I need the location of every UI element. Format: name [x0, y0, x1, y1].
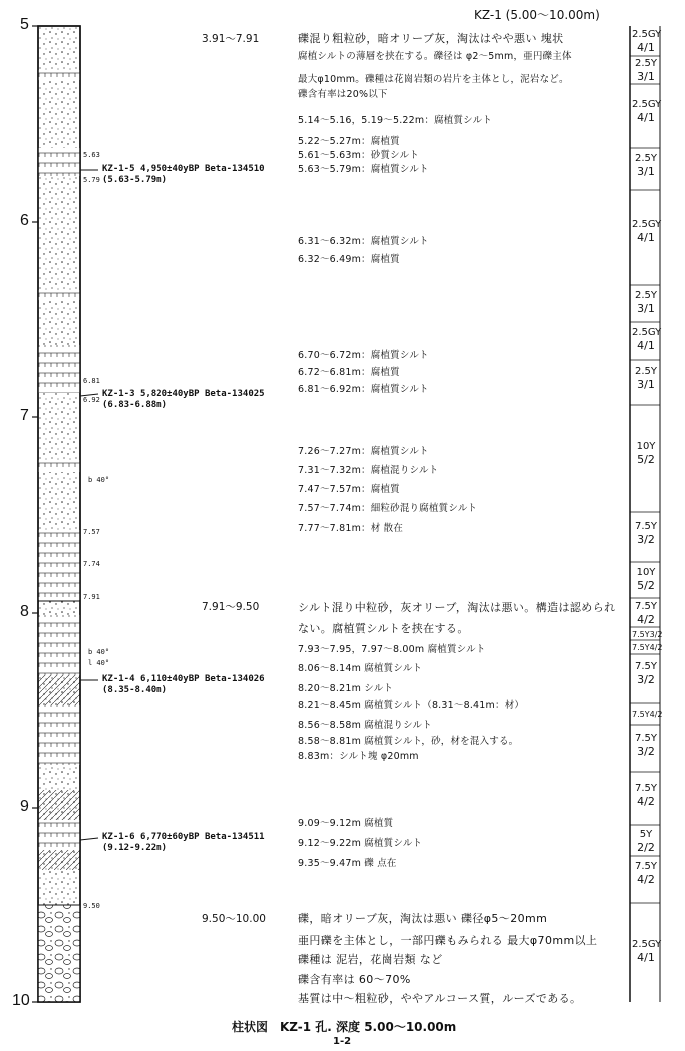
sample-lab: Beta-134025 [204, 389, 265, 399]
depth-range: 9.50～10.00 [202, 913, 266, 925]
desc-line: 6.81～6.92m：腐植質シルト [298, 384, 429, 395]
munsell-hue: 10Y [636, 441, 656, 452]
depth-label-9: 9 [20, 798, 29, 815]
munsell-value: 4/2 [637, 795, 655, 808]
color-cell [632, 365, 660, 391]
sample-depth: (5.63-5.79m) [102, 175, 168, 185]
sample-id: KZ-1-5 [102, 164, 135, 174]
layer-mark: 7.91 [83, 593, 100, 601]
color-cell [632, 828, 660, 854]
desc-line: 9.09～9.12m 腐植質 [298, 818, 394, 829]
desc-line: 6.72～6.81m：腐植質 [298, 367, 400, 378]
munsell-hue: 2.5GY [632, 327, 662, 338]
munsell-hue: 7.5Y [634, 601, 657, 612]
desc-line: 7.77～7.81m：材 散在 [298, 523, 404, 534]
munsell-hue: 7.5Y [634, 661, 657, 672]
munsell-hue: 2.5Y [634, 366, 657, 377]
sample-depth: (8.35-8.40m) [102, 685, 168, 695]
color-cell [632, 566, 660, 592]
sample-age: 6,110±40yBP [139, 674, 200, 684]
desc-line: シルト混り中粒砂，灰オリーブ，淘汰は悪い。構造は認められ [298, 601, 616, 614]
desc-line: 8.20～8.21m シルト [298, 683, 394, 694]
desc-line: 8.56～8.58m 腐植混りシルト [298, 720, 432, 731]
munsell-value: 4/2 [637, 873, 655, 886]
desc-line: 7.26～7.27m：腐植質シルト [298, 446, 429, 457]
munsell-value: 3/1 [637, 378, 655, 391]
desc-line: 5.61～5.63m：砂質シルト [298, 150, 420, 161]
depth-label-7: 7 [20, 407, 29, 424]
sample-age: 5,820±40yBP [139, 389, 200, 399]
sample-lab: Beta-134510 [204, 164, 265, 174]
desc-line: 礫混り粗粒砂，暗オリーブ灰，淘汰はやや悪い 塊状 [298, 32, 564, 45]
desc-line: 8.21～8.45m 腐植質シルト（8.31～8.41m：材） [298, 700, 525, 711]
munsell-value: 4/1 [637, 111, 655, 124]
color-cell [632, 641, 663, 654]
color-cell [632, 218, 660, 244]
depth-label-8: 8 [20, 603, 29, 620]
figure-caption: 柱状図 KZ-1 孔. 深度 5.00～10.00m [232, 1020, 457, 1034]
munsell-hue: 2.5Y [634, 153, 657, 164]
sample-depth: (9.12-9.22m) [102, 843, 168, 853]
color-cell [632, 732, 660, 758]
layer-mark: 5.63 [83, 151, 100, 159]
layer-mark: 7.74 [83, 560, 100, 568]
sample-label [102, 389, 265, 411]
color-cell [632, 326, 660, 352]
munsell-hue: 2.5GY [632, 29, 662, 40]
angle-mark: b 40° [88, 648, 110, 656]
desc-line: 5.14～5.16，5.19～5.22m：腐植質シルト [298, 115, 493, 126]
color-cell [632, 289, 660, 315]
sample-id: KZ-1-3 [102, 389, 135, 399]
desc-line: 7.47～7.57m：腐植質 [298, 484, 400, 495]
depth-range: 7.91～9.50 [202, 601, 260, 613]
desc-line: 8.06～8.14m 腐植質シルト [298, 663, 423, 674]
angle-mark: b 40° [88, 476, 110, 484]
munsell-value: 2/2 [637, 841, 655, 854]
desc-line: 6.31～6.32m：腐植質シルト [298, 236, 429, 247]
sample-lab: Beta-134026 [204, 674, 265, 684]
sample-depth: (6.83-6.88m) [102, 400, 168, 410]
desc-line: 7.31～7.32m：腐植混りシルト [298, 465, 439, 476]
munsell-value: 3/2 [637, 673, 655, 686]
color-cell [632, 660, 660, 686]
desc-line: 7.93～7.95，7.97～8.00m 腐植質シルト [298, 644, 486, 655]
munsell-hue: 7.5Y [634, 861, 657, 872]
depth-label-5: 5 [20, 16, 29, 33]
desc-line: 9.35～9.47m 礫 点在 [298, 858, 397, 869]
color-cell [632, 520, 660, 546]
sample-id: KZ-1-4 [102, 674, 135, 684]
munsell-hue: 10Y [636, 567, 656, 578]
munsell-value: 5/2 [637, 579, 655, 592]
desc-line: 6.70～6.72m：腐植質シルト [298, 350, 429, 361]
desc-line: 6.32～6.49m：腐植質 [298, 254, 400, 265]
munsell-value: 3/2 [637, 533, 655, 546]
munsell-hue: 2.5Y [634, 290, 657, 301]
sample-id: KZ-1-6 [102, 832, 135, 842]
munsell-hue: 7.5Y [634, 733, 657, 744]
sample-label [102, 832, 265, 854]
munsell-hue: 7.5Y4/2 [632, 643, 663, 652]
depth-label-10: 10 [12, 992, 30, 1009]
munsell-hue: 5Y [639, 829, 653, 840]
desc-line: 亜円礫を主体とし，一部円礫もみられる 最大φ70mm以上 [298, 934, 598, 947]
munsell-value: 4/2 [637, 613, 655, 626]
desc-line: 礫種は 泥岩，花崗岩類 など [298, 953, 443, 966]
desc-line: 最大φ10mm。礫種は花崗岩類の岩片を主体とし，泥岩など。 [298, 74, 569, 85]
color-cell [632, 440, 660, 466]
munsell-hue: 2.5GY [632, 219, 662, 230]
desc-line: ない。腐植質シルトを挟在する。 [298, 622, 469, 635]
munsell-hue: 7.5Y4/2 [632, 710, 663, 719]
color-cell [632, 628, 663, 641]
sample-label [102, 674, 265, 696]
munsell-hue: 7.5Y3/2 [632, 630, 663, 639]
desc-line: 9.12～9.22m 腐植質シルト [298, 838, 423, 849]
color-cell [632, 600, 660, 626]
munsell-value: 4/1 [637, 339, 655, 352]
munsell-value: 3/2 [637, 745, 655, 758]
page-number: 1-2 [333, 1036, 352, 1047]
desc-line: 基質は中～粗粒砂，ややアルコース質，ルーズである。 [298, 992, 582, 1005]
angle-mark: l 40° [88, 659, 110, 667]
color-cell [632, 860, 660, 886]
munsell-value: 4/1 [637, 41, 655, 54]
sample-age: 4,950±40yBP [139, 164, 200, 174]
munsell-hue: 2.5GY [632, 99, 662, 110]
desc-line: 礫，暗オリーブ灰，淘汰は悪い 礫径φ5～20mm [298, 912, 548, 925]
layer-mark: 6.81 [83, 377, 100, 385]
layer-mark: 6.92 [83, 396, 100, 404]
sample-lab: Beta-134511 [204, 832, 265, 842]
munsell-value: 4/1 [637, 951, 655, 964]
layer-mark: 7.57 [83, 528, 100, 536]
color-cell [632, 57, 660, 83]
desc-line: 5.22～5.27m：腐植質 [298, 136, 400, 147]
depth-range: 3.91～7.91 [202, 33, 260, 45]
desc-line: 腐植シルトの薄層を挟在する。礫径は φ2～5mm，亜円礫主体 [298, 51, 572, 62]
color-cell [632, 152, 660, 178]
munsell-value: 3/1 [637, 165, 655, 178]
munsell-hue: 2.5Y [634, 58, 657, 69]
desc-line: 7.57～7.74m：細粒砂混り腐植質シルト [298, 503, 478, 514]
desc-line: 礫含有率は20%以下 [298, 89, 388, 100]
color-cell [632, 28, 660, 54]
munsell-value: 4/1 [637, 231, 655, 244]
munsell-hue: 2.5GY [632, 939, 662, 950]
color-cell [632, 782, 660, 808]
desc-line: 礫含有率は 60～70% [298, 973, 411, 986]
color-cell [632, 938, 660, 964]
layer-mark: 5.79 [83, 176, 100, 184]
sample-age: 6,770±60yBP [139, 832, 200, 842]
depth-label-6: 6 [20, 212, 29, 229]
layer-mark: 9.50 [83, 902, 100, 910]
munsell-hue: 7.5Y [634, 783, 657, 794]
desc-line: 8.83m：シルト塊 φ20mm [298, 751, 419, 762]
desc-line: 5.63～5.79m：腐植質シルト [298, 164, 429, 175]
color-cell [632, 708, 663, 721]
munsell-hue: 7.5Y [634, 521, 657, 532]
munsell-value: 3/1 [637, 302, 655, 315]
sample-label [102, 164, 265, 186]
munsell-value: 5/2 [637, 453, 655, 466]
desc-line: 8.58～8.81m 腐植質シルト，砂，材を混入する。 [298, 736, 519, 747]
log-header: KZ-1 (5.00～10.00m) [474, 8, 600, 22]
color-cell [632, 98, 660, 124]
munsell-value: 3/1 [637, 70, 655, 83]
